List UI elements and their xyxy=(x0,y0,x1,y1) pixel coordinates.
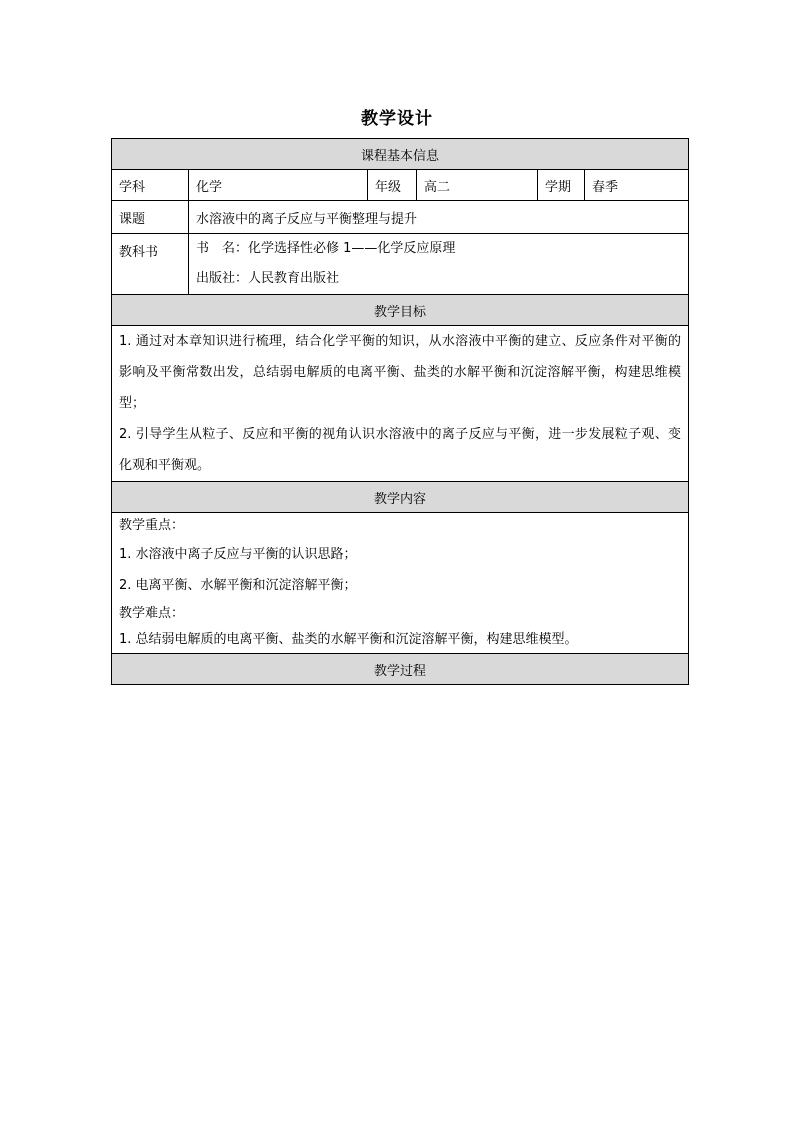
objective-item: 2. 引导学生从粒子、反应和平衡的视角认识水溶液中的离子反应与平衡，进一步发展粒子观、变化观和平衡观。 xyxy=(119,427,682,473)
content-header: 教学内容 xyxy=(112,482,689,513)
key-points-label: 教学重点： xyxy=(119,518,185,533)
subject-label: 学科 xyxy=(112,170,189,201)
process-header-row xyxy=(112,654,689,685)
grade-value: 高二 xyxy=(417,170,538,201)
basic-info-header-row xyxy=(112,139,689,170)
objectives-header-row xyxy=(112,295,689,326)
difficulties-label: 教学难点： xyxy=(119,606,185,621)
textbook-publisher: 出版社：人民教育出版社 xyxy=(196,271,340,286)
term-label: 学期 xyxy=(538,170,585,201)
grade-label: 年级 xyxy=(368,170,417,201)
topic-value: 水溶液中的离子反应与平衡整理与提升 xyxy=(189,201,689,234)
objectives-header: 教学目标 xyxy=(112,295,689,326)
textbook-label-cell xyxy=(112,234,189,295)
key-point-item: 1. 水溶液中离子反应与平衡的认识思路； xyxy=(119,547,357,562)
term-value: 春季 xyxy=(585,170,689,201)
process-header: 教学过程 xyxy=(112,654,689,685)
textbook-info xyxy=(189,234,689,295)
basic-info-header: 课程基本信息 xyxy=(112,139,689,170)
textbook-label: 教科书 xyxy=(119,245,159,260)
key-point-item: 2. 电离平衡、水解平衡和沉淀溶解平衡； xyxy=(119,578,357,593)
topic-label: 课题 xyxy=(112,201,189,234)
document-title: 教学设计 xyxy=(361,109,433,129)
objective-item: 1. 通过对本章知识进行梳理，结合化学平衡的知识，从水溶液中平衡的建立、反应条件对平衡的影响及平衡常数出发，总结弱电解质的电离平衡、盐类的水解平衡和沉淀溶解平衡，构建思维模型； xyxy=(119,334,682,411)
textbook-row xyxy=(112,234,689,295)
basic-info-row xyxy=(112,170,689,201)
textbook-name: 书 名：化学选择性必修 1——化学反应原理 xyxy=(196,241,456,256)
objectives-body xyxy=(112,326,689,482)
content-row xyxy=(112,513,689,654)
content-body xyxy=(112,513,689,654)
content-header-row xyxy=(112,482,689,513)
difficulty-item: 1. 总结弱电解质的电离平衡、盐类的水解平衡和沉淀溶解平衡，构建思维模型。 xyxy=(119,632,578,647)
objectives-row xyxy=(112,326,689,482)
topic-row xyxy=(112,201,689,234)
subject-value: 化学 xyxy=(189,170,368,201)
lesson-plan-table xyxy=(111,138,689,685)
